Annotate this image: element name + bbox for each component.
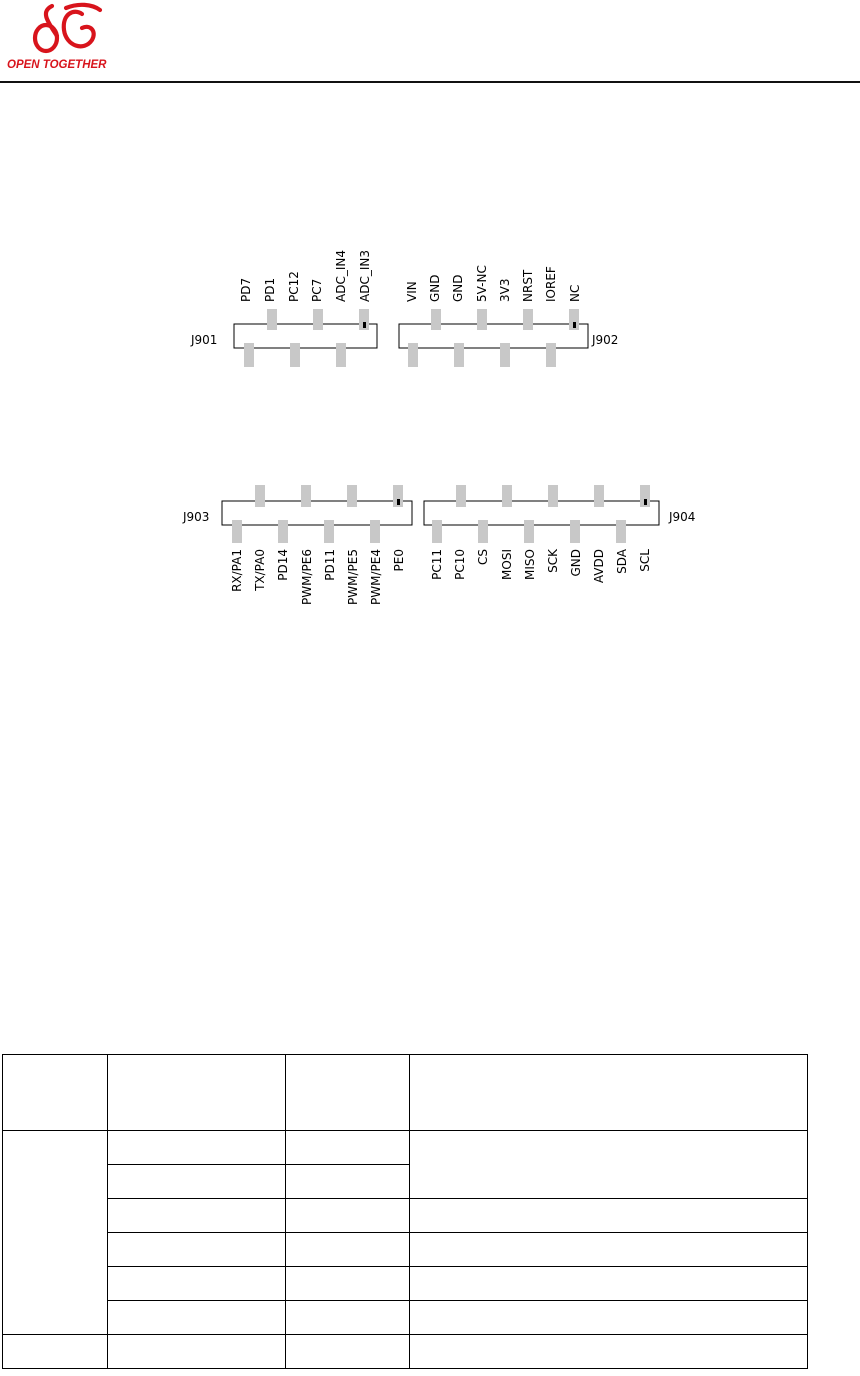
j903-bottom-pin [278,520,288,543]
j901-label: J901 [191,333,218,347]
table-cell [108,1199,286,1233]
table-header-row [3,1055,808,1131]
j904-pin-label: AVDD [592,549,606,584]
j901-pin-label: PC12 [287,271,301,302]
table-cell [410,1301,808,1335]
j903-pin-label: PWM/PE4 [369,549,383,605]
table-cell [108,1165,286,1199]
j903-bottom-pin [370,520,380,543]
j903-top-pin [347,485,357,507]
j903-pin-label: RX/PA1 [230,549,244,592]
j901-top-pin [313,309,323,330]
table-cell [3,1055,108,1131]
j904-pin-label: CS [476,549,490,565]
j902-top-pin [477,309,487,330]
table-cell [108,1301,286,1335]
j902-pin-label: GND [451,274,465,302]
table-cell [108,1335,286,1369]
table-cell [286,1131,410,1165]
j901-pin-label: PD1 [263,277,277,302]
table-cell [410,1233,808,1267]
table-cell [286,1199,410,1233]
j902-top-pin [431,309,441,330]
j901-pin1-marker [363,322,366,328]
j904-bottom-pin [570,520,580,543]
j903-pin-label: PD11 [323,549,337,581]
j903-top-pin [301,485,311,507]
j904-pin-label: MISO [523,549,537,580]
table-row [3,1301,808,1335]
j903-label: J903 [183,510,210,524]
table-cell [108,1233,286,1267]
table-row [3,1267,808,1301]
j901-pin-label: PD7 [239,277,253,302]
table-cell [286,1233,410,1267]
j903-pin-label: PE0 [392,549,406,572]
j901-bottom-pin [244,343,254,367]
j904-top-pin [456,485,466,507]
j904-pin-label: SDA [615,549,629,574]
j902-bottom-pin [454,343,464,367]
table-row [3,1131,808,1165]
j903-pin1-marker [397,499,400,505]
j904-pin-label: MOSI [500,549,514,580]
j902-pin-label: IOREF [544,266,558,302]
j901-bottom-pin [336,343,346,367]
logo-text: OPEN TOGETHER [7,59,107,71]
j903-pin-label: TX/PA0 [253,549,267,591]
table-cell [410,1335,808,1369]
pin-description-table [2,1054,808,1369]
table-cell [286,1055,410,1131]
j902-pin-label: 3V3 [498,278,512,302]
j902-pin1-marker [573,322,576,328]
table-cell [286,1165,410,1199]
j903-pin-label: PWM/PE6 [300,549,314,605]
table-row [3,1335,808,1369]
j902-pin-label: NRST [521,269,535,302]
j901-pin-label: PC7 [310,278,324,302]
connector-j903 [182,485,412,605]
table-cell [410,1055,808,1131]
connector-j901 [190,250,377,367]
table-cell [108,1267,286,1301]
j904-pin-label: SCL [638,549,652,572]
j903-body [222,501,412,525]
table-cell [3,1335,108,1369]
j904-bottom-pin [524,520,534,543]
connector-j904 [424,485,695,583]
table-cell [286,1267,410,1301]
table-cell [108,1131,286,1165]
j904-top-pin [594,485,604,507]
connector-j902 [399,265,618,367]
j904-bottom-pin [432,520,442,543]
table-merged-cell [410,1131,808,1199]
j902-top-pin [523,309,533,330]
j901-body [234,324,377,348]
j903-bottom-pin [232,520,242,543]
j901-bottom-pin [290,343,300,367]
j902-pin-label: GND [428,274,442,302]
j902-bottom-pin [546,343,556,367]
j903-top-pin [255,485,265,507]
j903-pin-label: PD14 [276,549,290,581]
table-cell [410,1267,808,1301]
j904-top-pin [548,485,558,507]
j904-bottom-pin [478,520,488,543]
j902-pin-label: 5V-NC [475,265,489,302]
table-cell [286,1335,410,1369]
j904-pin-label: GND [569,549,583,577]
j903-bottom-pin [324,520,334,543]
j904-bottom-pin [616,520,626,543]
j902-pin-label: VIN [405,281,419,302]
table-cell [286,1301,410,1335]
j904-pin-label: PC11 [430,549,444,580]
j902-body [399,324,588,348]
j904-label: J904 [669,510,696,524]
j902-label: J902 [592,333,619,347]
j902-bottom-pin [408,343,418,367]
j903-pin-label: PWM/PE5 [346,549,360,605]
j901-pin-label: ADC_IN3 [358,250,372,302]
j902-bottom-pin [500,343,510,367]
table-row [3,1199,808,1233]
j904-pin-label: SCK [546,549,560,573]
j902-pin-label: NC [568,284,582,302]
table-row [3,1233,808,1267]
table-cell [108,1055,286,1131]
j904-pin1-marker [644,499,647,505]
j901-pin-label: ADC_IN4 [334,250,348,302]
j901-top-pin [267,309,277,330]
table-merged-cell [3,1131,108,1335]
table-cell [410,1199,808,1233]
j904-top-pin [502,485,512,507]
j904-pin-label: PC10 [453,549,467,580]
